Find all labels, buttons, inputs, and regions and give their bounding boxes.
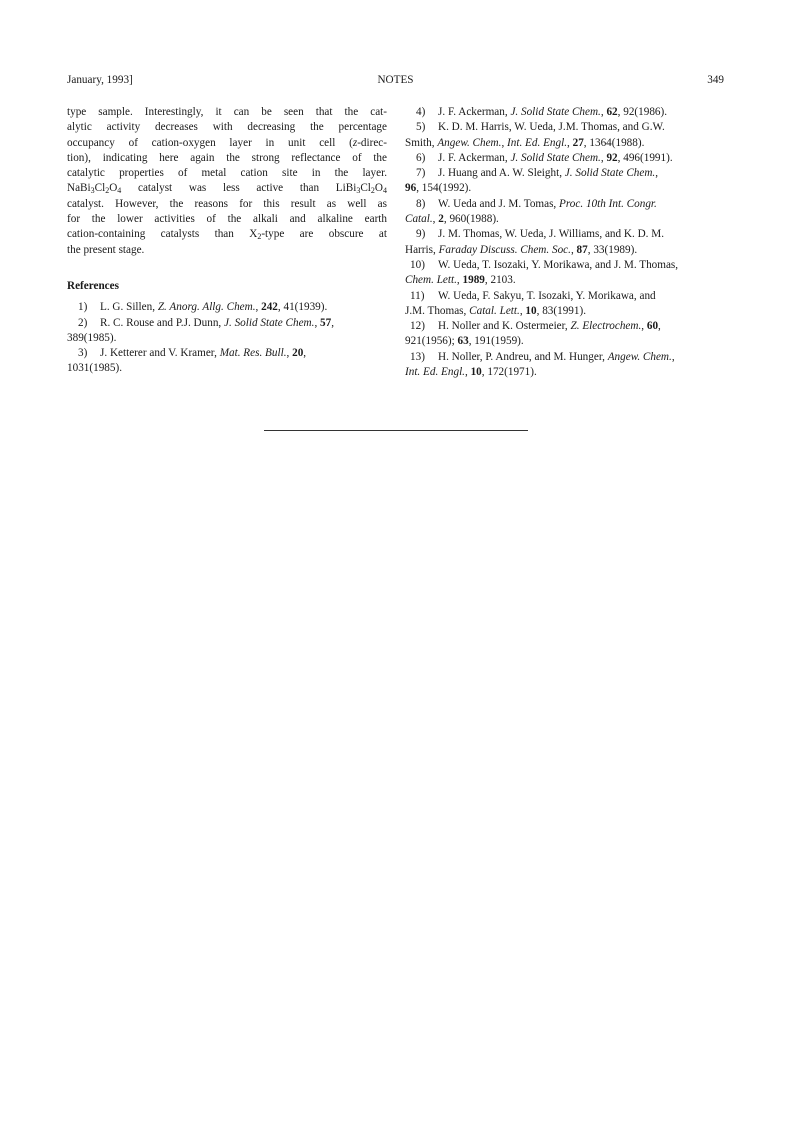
references-list-right: [405, 105, 724, 380]
reference-text: J. F. Ackerman, J. Solid State Chem., 92, 496(1991).: [438, 151, 673, 164]
reference-line: Harris, Faraday Discuss. Chem. Soc., 87, 33(1989).: [405, 243, 638, 256]
reference-line: Chem. Lett., 1989, 2103.: [405, 274, 516, 287]
reference-item: [405, 258, 724, 289]
right-column: [405, 105, 724, 380]
reference-item: [405, 151, 724, 166]
reference-line: 1031(1985).: [67, 362, 122, 375]
reference-number: 9): [416, 228, 426, 241]
page-number: 349: [707, 74, 724, 86]
reference-text: R. C. Rouse and P.J. Dunn, J. Solid State Chem., 57,: [100, 316, 335, 329]
reference-number: 6): [416, 151, 426, 164]
reference-item: [67, 300, 387, 315]
reference-number: 10): [410, 258, 425, 271]
body-line: catalyst. However, the reasons for this result as well as: [67, 197, 387, 210]
reference-line: [405, 120, 724, 135]
header-date: January, 1993]: [67, 74, 133, 86]
reference-line: [405, 105, 724, 120]
reference-number: 11): [410, 289, 425, 302]
end-rule: [264, 430, 528, 431]
reference-number: 12): [410, 320, 425, 333]
body-line: alytic activity decreases with decreasing the percentage: [67, 121, 387, 134]
body-line: cation-containing catalysts than $X_2$-type are obscure at: [67, 228, 387, 242]
body-line: tion), indicating here again the strong reflectance of the: [67, 151, 387, 164]
reference-number: 8): [416, 197, 426, 210]
body-paragraph: [67, 105, 387, 258]
reference-text: J. Ketterer and V. Kramer, Mat. Res. Bull., 20,: [100, 347, 307, 360]
body-line: $NaBi_3Cl_2O_4$ catalyst was less active than $LiBi_3Cl_2O_4$: [67, 182, 387, 196]
left-column: [67, 105, 387, 377]
reference-line: Catal., 2, 960(1988).: [405, 213, 499, 226]
reference-number: 1): [78, 301, 88, 314]
reference-line: [405, 166, 724, 181]
reference-line: Int. Ed. Engl., 10, 172(1971).: [405, 366, 537, 379]
reference-line: 96, 154(1992).: [405, 182, 472, 195]
reference-number: 3): [78, 347, 88, 360]
reference-item: [405, 120, 724, 151]
reference-text: H. Noller and K. Ostermeier, Z. Electrochem., 60,: [438, 320, 661, 333]
reference-text: W. Ueda, F. Sakyu, T. Isozaki, Y. Morikawa, and: [438, 289, 656, 302]
body-line: type sample. Interestingly, it can be seen that the cat-: [67, 106, 387, 118]
reference-text: W. Ueda and J. M. Tomas, Proc. 10th Int. Congr.: [438, 197, 657, 210]
header-section: NOTES: [377, 74, 414, 86]
reference-line: [67, 316, 387, 331]
reference-text: H. Noller, P. Andreu, and M. Hunger, Angew. Chem.,: [438, 350, 675, 363]
reference-line: J.M. Thomas, Catal. Lett., 10, 83(1991).: [405, 304, 586, 317]
body-line: catalytic properties of metal cation site in the layer.: [67, 167, 387, 180]
reference-line: [405, 258, 724, 273]
reference-item: [405, 319, 724, 350]
reference-line: [405, 350, 724, 365]
reference-text: J. M. Thomas, W. Ueda, J. Williams, and K. D. M.: [438, 228, 664, 241]
reference-number: 5): [416, 121, 426, 134]
reference-text: J. F. Ackerman, J. Solid State Chem., 62, 92(1986).: [438, 106, 668, 118]
reference-line: Smith, Angew. Chem., Int. Ed. Engl., 27, 1364(1988).: [405, 136, 645, 149]
reference-item: [405, 289, 724, 320]
body-line: occupancy of cation-oxygen layer in unit cell (z-direc-: [67, 136, 387, 149]
reference-item: [67, 346, 387, 377]
reference-text: W. Ueda, T. Isozaki, Y. Morikawa, and J. M. Thomas,: [438, 258, 679, 271]
page-header: [67, 73, 724, 87]
reference-line: 389(1985).: [67, 331, 117, 344]
references-list-left: [67, 300, 387, 376]
reference-line: [405, 151, 724, 166]
reference-item: [67, 316, 387, 347]
reference-line: [405, 319, 724, 334]
reference-line: [67, 346, 387, 361]
reference-number: 13): [410, 350, 425, 363]
reference-item: [405, 227, 724, 258]
reference-number: 7): [416, 167, 426, 180]
reference-line: [405, 289, 724, 304]
reference-text: L. G. Sillen, Z. Anorg. Allg. Chem., 242, 41(1939).: [100, 301, 328, 314]
reference-line: [405, 197, 724, 212]
reference-item: [405, 105, 724, 120]
reference-text: J. Huang and A. W. Sleight, J. Solid State Chem.,: [438, 167, 659, 180]
reference-number: 4): [416, 106, 426, 118]
reference-line: 921(1956); 63, 191(1959).: [405, 335, 524, 348]
references-heading: References: [67, 279, 119, 292]
reference-item: [405, 350, 724, 381]
body-line: the present stage.: [67, 243, 145, 256]
reference-item: [405, 197, 724, 228]
reference-item: [405, 166, 724, 197]
reference-number: 2): [78, 316, 88, 329]
body-line: for the lower activities of the alkali and alkaline earth: [67, 213, 387, 226]
reference-text: K. D. M. Harris, W. Ueda, J.M. Thomas, and G.W.: [438, 121, 665, 134]
reference-line: [405, 227, 724, 242]
reference-line: [67, 300, 387, 315]
